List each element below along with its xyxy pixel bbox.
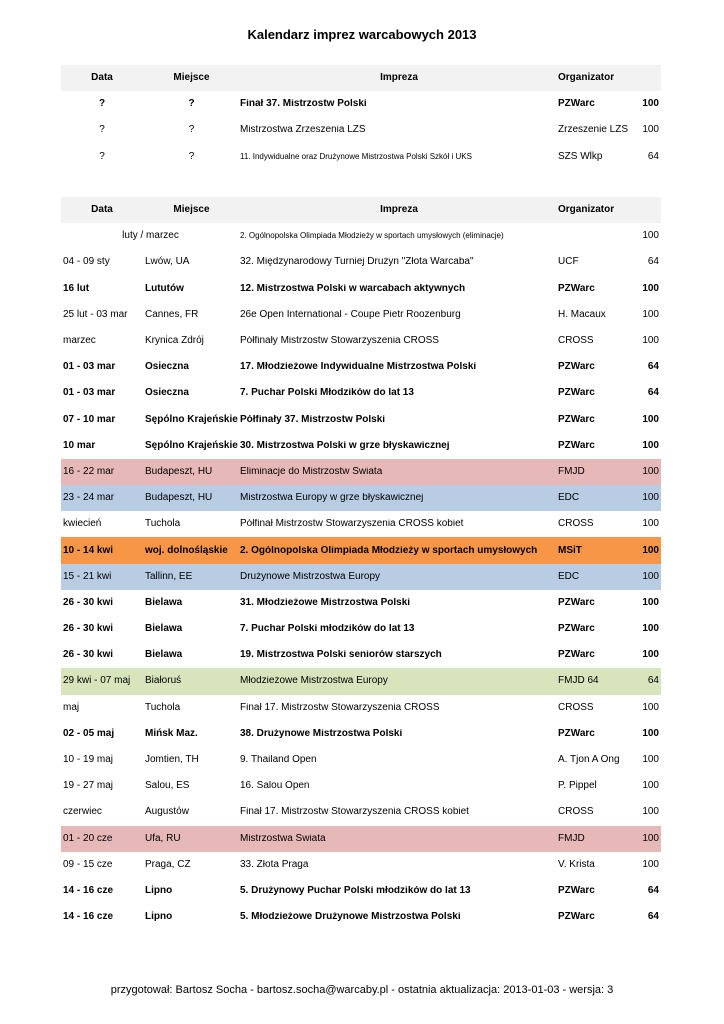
event-place: Lipno xyxy=(145,884,173,896)
event-points: 100 xyxy=(642,282,659,294)
event-organizer: PZWarc xyxy=(558,282,595,294)
event-organizer: FMJD xyxy=(558,832,585,844)
event-points: 100 xyxy=(642,413,659,425)
table-row xyxy=(61,799,661,825)
event-name: Półfinały Mistrzostw Stowarzyszenia CROSS xyxy=(240,336,439,347)
event-date: 10 mar xyxy=(63,439,96,451)
event-date: 14 - 16 cze xyxy=(63,884,114,896)
event-place: Augustów xyxy=(145,806,189,818)
table-row xyxy=(61,328,661,354)
event-organizer: PZWarc xyxy=(558,413,595,425)
event-name: Młodzieżowe Mistrzostwa Europy xyxy=(240,676,388,687)
event-organizer: PZWarc xyxy=(558,361,595,373)
event-date: 15 - 21 kwi xyxy=(63,570,112,582)
event-points: 64 xyxy=(647,387,659,399)
event-name: 31. Młodzieżowe Mistrzostwa Polski xyxy=(240,597,411,608)
event-date: 16 lut xyxy=(63,282,90,294)
event-points: 100 xyxy=(642,439,659,451)
header-miejsce: Miejsce xyxy=(173,72,210,84)
table-row xyxy=(61,380,661,406)
table-row xyxy=(61,773,661,799)
event-organizer: MSiT xyxy=(558,544,582,556)
table-row xyxy=(61,590,661,616)
event-name: 32. Międzynarodowy Turniej Drużyn "Złota Warcaba" xyxy=(240,257,474,268)
event-date: ? xyxy=(99,150,105,162)
header-data: Data xyxy=(91,204,113,216)
event-date: 09 - 15 cze xyxy=(63,858,113,870)
table-row xyxy=(61,511,661,537)
event-date: maj xyxy=(63,701,80,713)
event-organizer: H. Macaux xyxy=(558,308,606,320)
event-name: 33. Złota Praga xyxy=(240,859,309,870)
event-organizer: FMJD xyxy=(558,465,585,477)
table-row xyxy=(61,249,661,275)
event-organizer: PZWarc xyxy=(558,649,595,661)
event-date: 14 - 16 cze xyxy=(63,911,114,923)
table-row xyxy=(61,668,661,694)
table-row xyxy=(61,616,661,642)
table-row xyxy=(61,485,661,511)
event-points: 100 xyxy=(642,570,659,582)
event-name: Mistrzostwa Świata xyxy=(240,833,326,844)
footer-note: przygotował: Bartosz Socha - bartosz.socha@warcaby.pl - ostatnia aktualizacja: 2013-01-03 - wersja: 3 xyxy=(110,984,614,996)
event-place: Tuchola xyxy=(145,518,181,530)
table-header xyxy=(61,65,661,91)
event-organizer: PZWarc xyxy=(558,911,595,923)
event-points: 100 xyxy=(642,727,659,739)
event-name: Finał 37. Mistrzostw Polski xyxy=(240,99,367,110)
event-organizer: FMJD 64 xyxy=(558,675,599,687)
event-points: 100 xyxy=(642,98,659,110)
header-impreza: Impreza xyxy=(380,205,418,216)
event-organizer: UCF xyxy=(558,256,579,268)
event-organizer: Zrzeszenie LZS xyxy=(558,124,629,136)
event-organizer: PZWarc xyxy=(558,884,595,896)
event-organizer: PZWarc xyxy=(558,98,595,110)
event-place: Osieczna xyxy=(145,387,189,399)
event-place: Bielawa xyxy=(145,649,183,661)
header-organizator: Organizator xyxy=(558,72,615,84)
event-date: 25 lut - 03 mar xyxy=(63,308,128,320)
event-date: 16 - 22 mar xyxy=(63,465,115,477)
event-name: Drużynowe Mistrzostwa Europy xyxy=(240,571,381,582)
event-organizer: CROSS xyxy=(558,335,594,347)
event-organizer: CROSS xyxy=(558,518,594,530)
event-place: ? xyxy=(188,150,195,162)
event-points: 100 xyxy=(642,124,659,136)
event-name: Eliminacje do Mistrzostw Świata xyxy=(240,466,383,477)
event-points: 100 xyxy=(642,780,659,792)
event-place: ? xyxy=(188,124,195,136)
event-name: Mistrzostwa Zrzeszenia LZS xyxy=(240,125,366,136)
event-name: 11. Indywidualne oraz Drużynowe Mistrzostwa Polski Szkół i UKS xyxy=(240,152,472,161)
event-date: 23 - 24 mar xyxy=(63,492,115,504)
event-place: Mińsk Maz. xyxy=(145,727,198,739)
event-points: 64 xyxy=(647,675,659,687)
table-row xyxy=(61,826,661,852)
events-table-1 xyxy=(61,65,661,170)
event-points: 64 xyxy=(647,361,659,373)
event-date: marzec xyxy=(63,335,96,347)
header-impreza: Impreza xyxy=(380,73,418,84)
event-name: 7. Puchar Polski Młodzików do lat 13 xyxy=(240,388,414,399)
event-name: Finał 17. Mistrzostw Stowarzyszenia CROSS kobiet xyxy=(240,807,469,818)
event-date-place: luty / marzec xyxy=(122,230,179,242)
table-row xyxy=(61,276,661,302)
event-place: Tallinn, EE xyxy=(145,570,193,582)
event-place: Sępólno Krajeńskie xyxy=(145,413,238,425)
event-organizer: EDC xyxy=(558,570,580,582)
event-points: 100 xyxy=(642,544,659,556)
event-place: woj. dolnośląskie xyxy=(145,544,228,556)
table-row xyxy=(61,407,661,433)
event-points: 100 xyxy=(642,623,659,635)
event-points: 100 xyxy=(642,465,659,477)
event-date: 26 - 30 kwi xyxy=(63,623,114,635)
event-points: 100 xyxy=(642,492,659,504)
event-place: Bielawa xyxy=(145,623,183,635)
header-data: Data xyxy=(91,72,113,84)
event-name: 7. Puchar Polski młodzików do lat 13 xyxy=(240,624,415,635)
event-name: 26e Open International - Coupe Pietr Roozenburg xyxy=(240,309,461,320)
event-date: 01 - 03 mar xyxy=(63,387,116,399)
event-points: 100 xyxy=(642,701,659,713)
event-name: 16. Salou Open xyxy=(240,781,310,792)
event-name: 12. Mistrzostwa Polski w warcabach aktywnych xyxy=(240,283,466,294)
event-name: 2. Ogólnopolska Olimpiada Młodzieży w sportach umysłowych (eliminacje) xyxy=(240,232,504,241)
event-date: 19 - 27 maj xyxy=(63,780,114,792)
event-points: 64 xyxy=(647,256,659,268)
table-row xyxy=(61,878,661,904)
event-points: 100 xyxy=(642,335,659,347)
event-date: kwiecień xyxy=(63,518,102,530)
table-row xyxy=(61,852,661,878)
event-place: ? xyxy=(188,98,195,110)
event-place: Bielawa xyxy=(145,596,183,608)
table-row xyxy=(61,91,661,117)
event-place: Jomtien, TH xyxy=(145,754,199,766)
event-points: 100 xyxy=(642,308,659,320)
table-row xyxy=(61,144,661,170)
table-row xyxy=(61,642,661,668)
event-points: 100 xyxy=(642,518,659,530)
event-points: 100 xyxy=(642,754,659,766)
event-name: Półfinały 37. Mistrzostw Polski xyxy=(240,414,386,425)
event-date: 10 - 14 kwi xyxy=(63,544,114,556)
table-row xyxy=(61,747,661,773)
event-name: 17. Młodzieżowe Indywidualne Mistrzostwa Polski xyxy=(240,362,477,373)
event-points: 100 xyxy=(642,832,659,844)
event-points: 64 xyxy=(647,150,659,162)
event-place: Lututów xyxy=(145,282,184,294)
event-points: 64 xyxy=(647,884,659,896)
event-name: 2. Ogólnopolska Olimpiada Młodzieży w sportach umysłowych xyxy=(240,545,538,556)
event-organizer: V. Krista xyxy=(558,858,595,870)
event-points: 100 xyxy=(642,230,659,242)
event-date: 29 kwi - 07 maj xyxy=(63,675,131,687)
event-place: Lwów, UA xyxy=(145,256,190,268)
table-row xyxy=(61,695,661,721)
table-row xyxy=(61,223,661,249)
event-organizer: CROSS xyxy=(558,806,594,818)
table-row xyxy=(61,537,661,563)
event-place: Praga, CZ xyxy=(145,858,191,870)
event-date: czerwiec xyxy=(63,806,102,818)
event-place: Ufa, RU xyxy=(145,832,181,844)
event-name: Finał 17. Mistrzostw Stowarzyszenia CROSS xyxy=(240,702,440,713)
event-name: 19. Mistrzostwa Polski seniorów starszych xyxy=(240,650,442,661)
table-row xyxy=(61,564,661,590)
table-row xyxy=(61,459,661,485)
event-organizer: EDC xyxy=(558,492,580,504)
event-date: 10 - 19 maj xyxy=(63,754,114,766)
table-header xyxy=(61,197,661,223)
events-table-2 xyxy=(61,197,661,930)
event-date: 26 - 30 kwi xyxy=(63,596,114,608)
event-place: Salou, ES xyxy=(145,780,190,792)
table-row xyxy=(61,117,661,143)
event-organizer: PZWarc xyxy=(558,596,595,608)
event-place: Białoruś xyxy=(145,675,182,687)
event-name: Mistrzostwa Europy w grze błyskawicznej xyxy=(240,493,424,504)
event-date: 01 - 03 mar xyxy=(63,361,116,373)
table-row xyxy=(61,433,661,459)
event-organizer: SZS Wlkp xyxy=(558,150,603,162)
event-organizer: PZWarc xyxy=(558,727,595,739)
event-place: Budapeszt, HU xyxy=(145,492,213,504)
event-name: 9. Thailand Open xyxy=(240,755,317,766)
event-date: 26 - 30 kwi xyxy=(63,649,114,661)
event-organizer: PZWarc xyxy=(558,623,595,635)
event-name: Półfinał Mistrzostw Stowarzyszenia CROSS kobiet xyxy=(240,519,464,530)
event-place: Cannes, FR xyxy=(145,308,199,320)
event-name: 30. Mistrzostwa Polski w grze błyskawicznej xyxy=(240,440,450,451)
event-date: ? xyxy=(98,98,106,110)
event-points: 100 xyxy=(642,649,659,661)
event-place: Budapeszt, HU xyxy=(145,465,213,477)
page-title: Kalendarz imprez warcabowych 2013 xyxy=(247,27,477,42)
event-name: 5. Młodzieżowe Drużynowe Mistrzostwa Polski xyxy=(240,912,461,923)
table-row xyxy=(61,302,661,328)
event-date: 07 - 10 mar xyxy=(63,413,116,425)
event-organizer: PZWarc xyxy=(558,387,595,399)
header-organizator: Organizator xyxy=(558,204,615,216)
event-organizer: CROSS xyxy=(558,701,594,713)
event-points: 100 xyxy=(642,596,659,608)
event-date: 01 - 20 cze xyxy=(63,832,113,844)
event-points: 64 xyxy=(647,911,659,923)
event-points: 100 xyxy=(642,806,659,818)
event-place: Krynica Zdrój xyxy=(145,335,204,347)
table-row xyxy=(61,354,661,380)
event-place: Osieczna xyxy=(145,361,189,373)
event-points: 100 xyxy=(642,858,659,870)
event-organizer: P. Pippel xyxy=(558,780,597,792)
event-organizer: A. Tjon A Ong xyxy=(558,754,620,766)
event-date: 02 - 05 maj xyxy=(63,727,115,739)
event-place: Tuchola xyxy=(145,701,181,713)
event-name: 5. Drużynowy Puchar Polski młodzików do lat 13 xyxy=(240,885,471,896)
event-place: Lipno xyxy=(145,911,173,923)
table-row xyxy=(61,721,661,747)
event-name: 38. Drużynowe Mistrzostwa Polski xyxy=(240,728,403,739)
header-miejsce: Miejsce xyxy=(173,204,210,216)
table-row xyxy=(61,904,661,930)
event-date: 04 - 09 sty xyxy=(63,256,110,268)
event-date: ? xyxy=(99,124,105,136)
event-place: Sępólno Krajeńskie xyxy=(145,439,238,451)
event-organizer: PZWarc xyxy=(558,439,595,451)
